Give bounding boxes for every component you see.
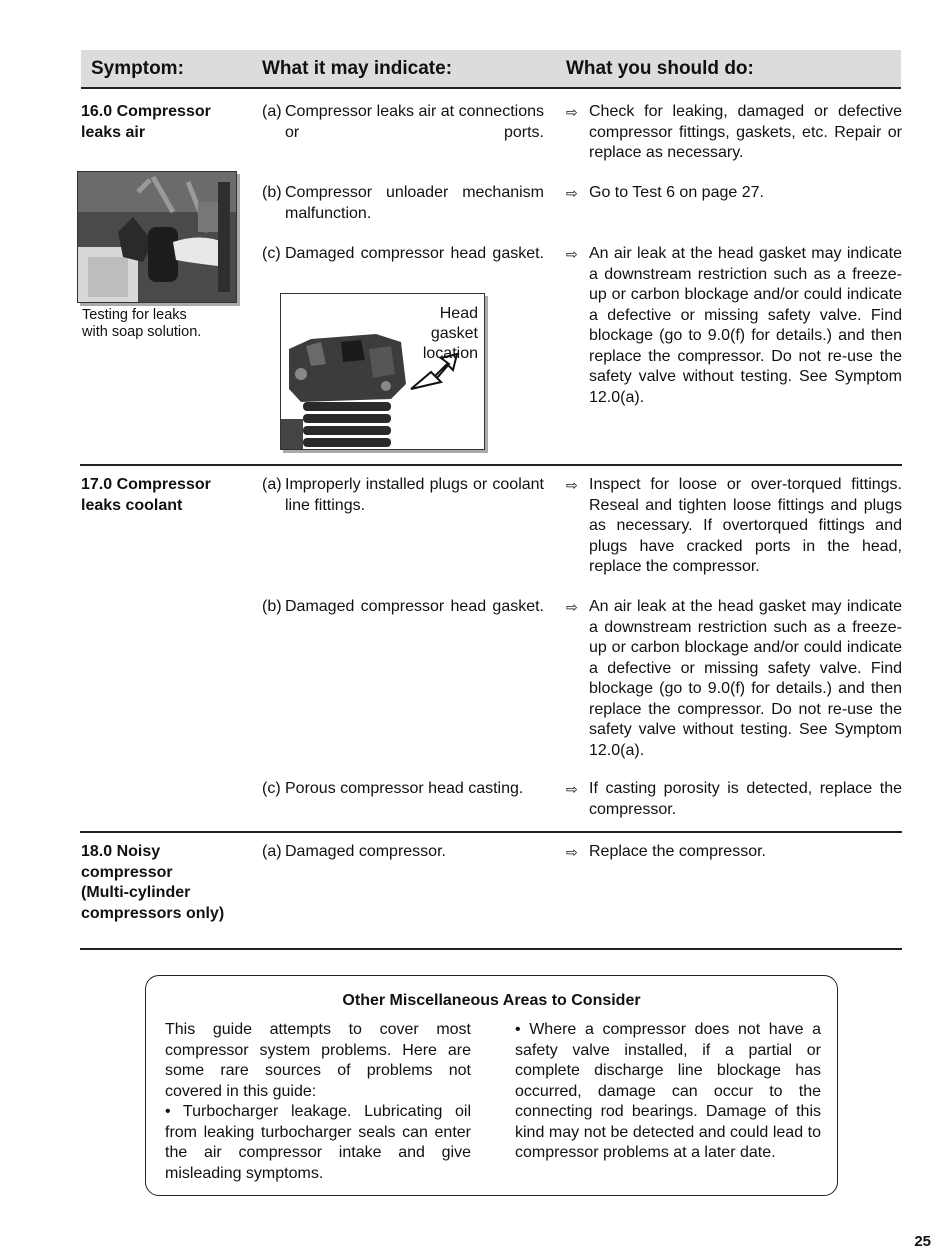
symptom-17-title: 17.0 Compressor leaks coolant [81,476,211,514]
right-arrow-icon: ⇨ [566,599,578,615]
action-16b: ⇨ Go to Test 6 on page 27. [566,183,902,204]
misc-areas-box [145,975,838,1196]
action-16c: ⇨ An air leak at the head gasket may indicate a downstream restriction such as a freeze-up or carbon blockage and/or could indicate a defective or missing safety valve. Find blockage (go to 9.0(f) for details.) and then replace the compressor. Do not re-use the safety valve without testing. See Symptom 12.0(a). [566,245,902,406]
misc-right-column: • Where a compressor does not have a safety valve installed, if a partial or complete discharge line blockage has occurred, damage can occur to the connecting rod bearings. Damage of this kind may not be detected and could lead to compressor problems at a later date. [515,1021,821,1161]
figure-label: Head gasket location [422,305,478,362]
symptom-18-title: 18.0 Noisy compressor (Multi-cylinder compressors only) [81,843,225,922]
head-gasket-figure [280,293,485,450]
right-arrow-icon: ⇨ [566,477,578,493]
right-arrow-icon: ⇨ [566,781,578,797]
indication-16a: (a) Compressor leaks air at connections or ports. [262,103,544,141]
soap-test-photo [77,171,237,303]
action-16a: ⇨ Check for leaking, damaged or defective compressor fittings, gaskets, etc. Repair or replace as necessary. [566,103,902,161]
action-17a: ⇨ Inspect for loose or over-torqued fittings. Reseal and tighten loose fittings and plugs as necessary. If overtorqued fittings and plugs have cracked ports in the head, replace the compressor. [566,476,902,575]
header-symptom: Symptom: [91,58,184,79]
indication-17c: (c) Porous compressor head casting. [262,780,524,797]
indication-17b: (b) Damaged compressor head gasket. [262,598,544,615]
photo-caption: Testing for leaks with soap solution. [82,307,202,340]
action-18a: ⇨ Replace the compressor. [566,842,902,863]
right-arrow-icon: ⇨ [566,844,578,860]
misc-left-column: This guide attempts to cover most compressor system problems. Here are some rare sources of problems not covered in this guide: • Turbocharger leakage. Lubricating oil from leaking turbocharger seals can enter the air compressor intake and give misleading symptoms. [165,1021,471,1182]
action-17c: ⇨ If casting porosity is detected, replace the compressor. [566,780,902,818]
section-divider [80,464,902,466]
action-17b: ⇨ An air leak at the head gasket may indicate a downstream restriction such as a freeze-up or carbon blockage and/or could indicate a defective or missing safety valve. Find blockage (go to 9.0(f) for details.) and then replace the compressor. Do not re-use the safety valve without testing. See Symptom 12.0(a). [566,598,902,759]
symptom-16-title: 16.0 Compressor leaks air [81,103,211,141]
section-divider [80,831,902,833]
indication-16c: (c) Damaged compressor head gasket. [262,245,544,262]
header-indicate: What it may indicate: [262,58,453,79]
indication-18a: (a) Damaged compressor. [262,843,446,860]
table-bottom-rule [80,948,902,950]
right-arrow-icon: ⇨ [566,246,578,262]
page-number: 25 [914,1233,931,1250]
indication-16b: (b) Compressor unloader mechanism malfunction. [262,184,544,222]
header-todo: What you should do: [566,58,754,79]
right-arrow-icon: ⇨ [566,104,578,120]
table-header [81,50,901,89]
indication-17a: (a) Improperly installed plugs or coolant line fittings. [262,476,544,514]
right-arrow-icon: ⇨ [566,185,578,201]
misc-title: Other Miscellaneous Areas to Consider [342,992,641,1009]
